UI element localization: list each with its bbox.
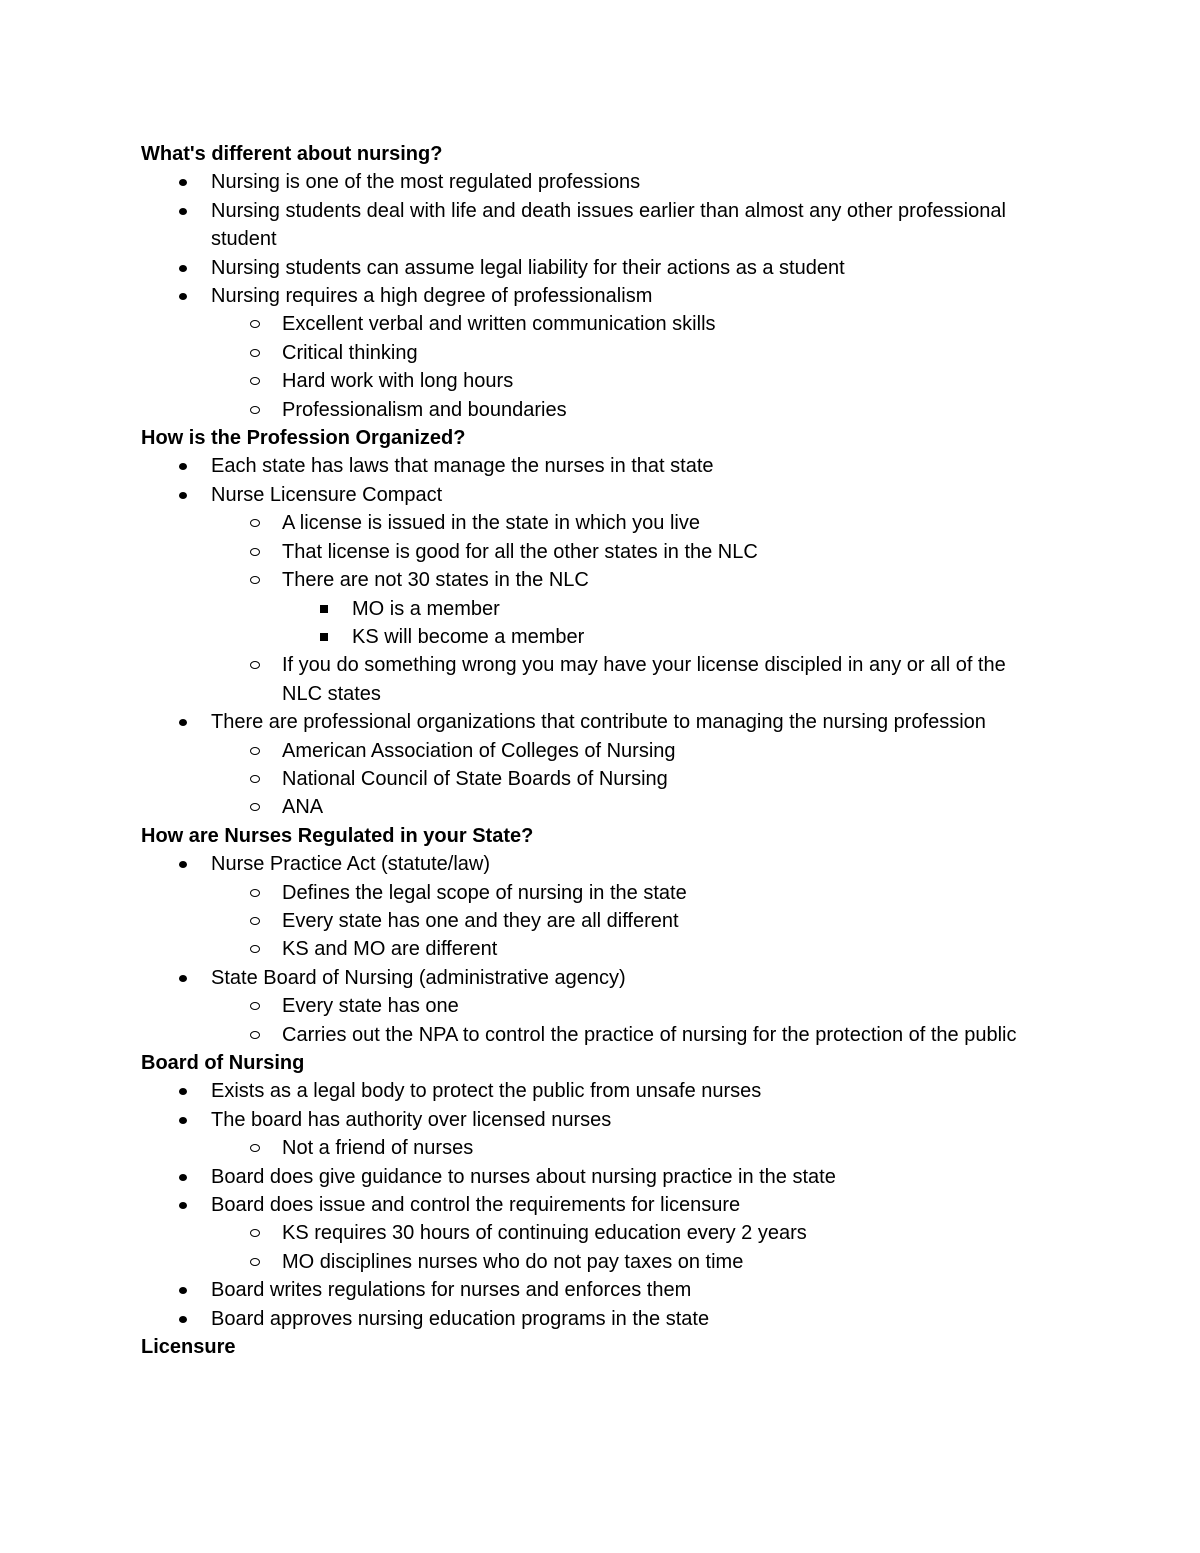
list-item-text: Nursing students deal with life and death issues earlier than almost any other professional student	[211, 199, 1006, 251]
hollow-circle-bullet-icon	[250, 747, 260, 755]
list-item	[141, 1077, 1051, 1105]
list-item	[141, 452, 1051, 480]
list-item-text: ANA	[282, 796, 324, 819]
list-item	[141, 396, 1042, 424]
list-item	[141, 623, 1052, 651]
hollow-circle-bullet-icon	[250, 406, 260, 414]
list-item	[141, 1021, 1042, 1049]
list-item	[141, 481, 1051, 509]
list-item	[141, 651, 1042, 708]
section-heading: How is the Profession Organized?	[141, 427, 466, 450]
list-item	[141, 850, 1051, 878]
list-item	[141, 1163, 1051, 1191]
list-item-text: A license is issued in the state in which you live	[282, 512, 700, 535]
filled-circle-bullet-icon	[179, 975, 187, 982]
list-item	[141, 737, 1042, 765]
list-item-text: Board does give guidance to nurses about nursing practice in the state	[211, 1165, 836, 1188]
list-item-text: Every state has one and they are all different	[282, 909, 679, 932]
filled-circle-bullet-icon	[179, 492, 187, 499]
hollow-circle-bullet-icon	[250, 1258, 260, 1266]
list-item-text: Board approves nursing education programs in the state	[211, 1307, 710, 1330]
list-item	[141, 509, 1042, 537]
filled-circle-bullet-icon	[179, 1088, 187, 1095]
list-item	[141, 935, 1042, 963]
list-item-text: There are professional organizations that contribute to managing the nursing profession	[211, 711, 986, 734]
section-heading: What's different about nursing?	[141, 143, 443, 165]
list-item	[141, 1248, 1042, 1276]
hollow-circle-bullet-icon	[250, 377, 260, 385]
list-item-text: Nursing students can assume legal liability for their actions as a student	[211, 256, 845, 279]
section-heading: Board of Nursing	[141, 1052, 305, 1074]
hollow-circle-bullet-icon	[250, 1229, 260, 1237]
list-item	[141, 310, 1042, 338]
filled-circle-bullet-icon	[179, 1174, 187, 1181]
list-item-text: KS will become a member	[352, 625, 585, 648]
list-item-text: That license is good for all the other states in the NLC	[282, 540, 758, 563]
list-item-text: American Association of Colleges of Nursing	[282, 739, 676, 762]
list-item-text: Nursing is one of the most regulated professions	[211, 171, 641, 194]
hollow-circle-bullet-icon	[250, 917, 260, 925]
list-item-text: State Board of Nursing (administrative agency)	[211, 966, 626, 989]
list-item	[141, 339, 1042, 367]
list-item	[141, 1106, 1051, 1134]
hollow-circle-bullet-icon	[250, 320, 260, 328]
list-item	[141, 1276, 1051, 1304]
list-item-text: Board writes regulations for nurses and enforces them	[211, 1279, 692, 1302]
list-item-text: Nursing requires a high degree of professionalism	[211, 285, 653, 308]
hollow-circle-bullet-icon	[250, 1031, 260, 1039]
list-item	[141, 1219, 1042, 1247]
list-item	[141, 964, 1051, 992]
list-item-text: Each state has laws that manage the nurses in that state	[211, 455, 714, 478]
section-heading: Licensure	[141, 1336, 236, 1359]
list-item	[141, 708, 1051, 736]
filled-square-bullet-icon	[320, 633, 328, 641]
filled-circle-bullet-icon	[179, 179, 187, 186]
list-item	[141, 1191, 1051, 1219]
section-heading: How are Nurses Regulated in your State?	[141, 824, 534, 847]
list-item-text: Excellent verbal and written communication skills	[282, 313, 716, 336]
list-item	[141, 197, 1051, 254]
list-item-text: National Council of State Boards of Nursing	[282, 767, 668, 790]
list-item-text: Hard work with long hours	[282, 370, 514, 393]
filled-circle-bullet-icon	[179, 1202, 187, 1209]
list-item-text: KS requires 30 hours of continuing education every 2 years	[282, 1222, 807, 1245]
filled-square-bullet-icon	[320, 605, 328, 613]
hollow-circle-bullet-icon	[250, 775, 260, 783]
filled-circle-bullet-icon	[179, 1316, 187, 1323]
list-item	[141, 879, 1042, 907]
hollow-circle-bullet-icon	[250, 803, 260, 811]
list-item	[141, 282, 1051, 310]
filled-circle-bullet-icon	[179, 719, 187, 726]
list-item	[141, 254, 1051, 282]
list-item	[141, 168, 1051, 196]
list-item	[141, 765, 1042, 793]
hollow-circle-bullet-icon	[250, 1002, 260, 1010]
list-item-text: Nurse Licensure Compact	[211, 483, 443, 506]
list-item-text: Professionalism and boundaries	[282, 398, 567, 421]
hollow-circle-bullet-icon	[250, 945, 260, 953]
list-item-text: The board has authority over licensed nurses	[211, 1108, 612, 1131]
list-item	[141, 566, 1042, 594]
hollow-circle-bullet-icon	[250, 519, 260, 527]
list-item	[141, 1134, 1042, 1162]
list-item-text: MO disciplines nurses who do not pay taxes on time	[282, 1250, 744, 1273]
hollow-circle-bullet-icon	[250, 576, 260, 584]
hollow-circle-bullet-icon	[250, 349, 260, 357]
list-item	[141, 367, 1042, 395]
list-item	[141, 595, 1052, 623]
list-item-text: Every state has one	[282, 995, 459, 1018]
hollow-circle-bullet-icon	[250, 661, 260, 669]
hollow-circle-bullet-icon	[250, 1144, 260, 1152]
list-item	[141, 793, 1042, 821]
list-item-text: Exists as a legal body to protect the public from unsafe nurses	[211, 1080, 762, 1103]
list-item	[141, 538, 1042, 566]
list-item	[141, 992, 1042, 1020]
hollow-circle-bullet-icon	[250, 889, 260, 897]
hollow-circle-bullet-icon	[250, 548, 260, 556]
list-item-text: Defines the legal scope of nursing in the state	[282, 881, 687, 904]
list-item-text: Nurse Practice Act (statute/law)	[211, 853, 490, 876]
list-item-text: KS and MO are different	[282, 938, 498, 961]
list-item	[141, 907, 1042, 935]
filled-circle-bullet-icon	[179, 265, 187, 272]
filled-circle-bullet-icon	[179, 463, 187, 470]
document-body	[141, 140, 1061, 1361]
list-item-text: Not a friend of nurses	[282, 1137, 474, 1160]
filled-circle-bullet-icon	[179, 293, 187, 300]
list-item-text: There are not 30 states in the NLC	[282, 569, 589, 592]
filled-circle-bullet-icon	[179, 208, 187, 215]
filled-circle-bullet-icon	[179, 1117, 187, 1124]
list-item-text: MO is a member	[352, 597, 500, 620]
filled-circle-bullet-icon	[179, 861, 187, 868]
list-item	[141, 1305, 1051, 1333]
list-item-text: If you do something wrong you may have your license discipled in any or all of the NLC states	[282, 654, 1006, 705]
list-item-text: Carries out the NPA to control the practice of nursing for the protection of the public	[282, 1023, 1017, 1046]
list-item-text: Critical thinking	[282, 341, 418, 364]
list-item-text: Board does issue and control the requirements for licensure	[211, 1194, 741, 1217]
filled-circle-bullet-icon	[179, 1287, 187, 1294]
